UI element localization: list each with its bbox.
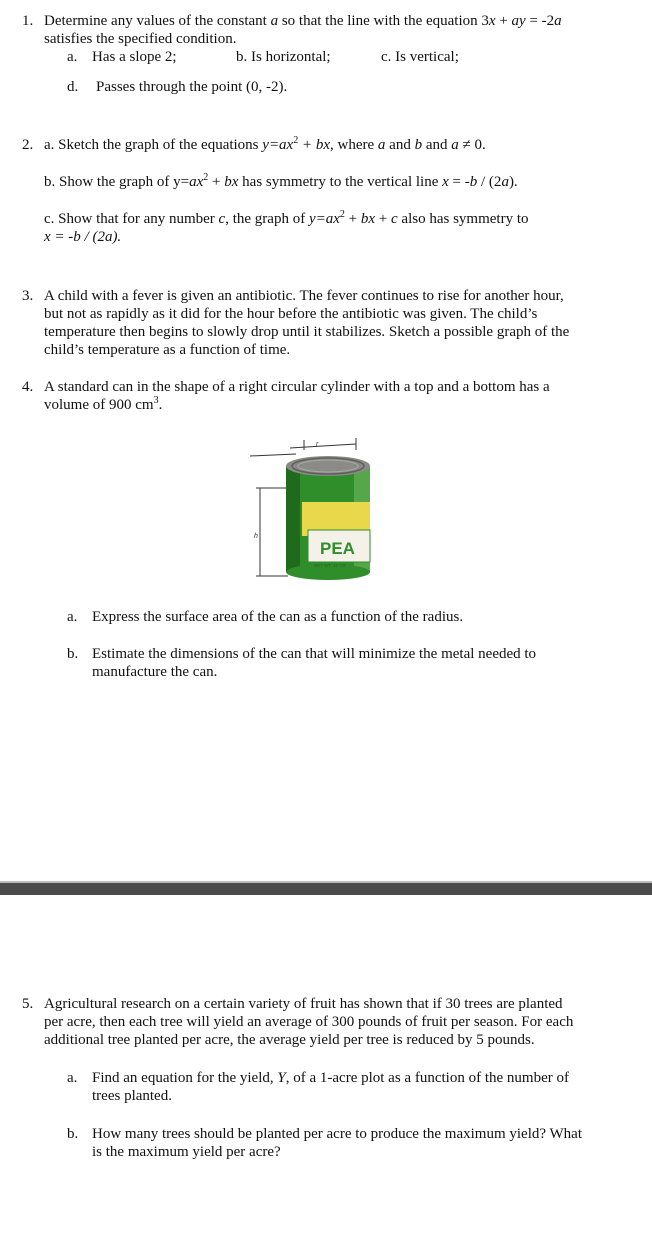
part-label: d. — [67, 79, 79, 95]
question-text-line: satisfies the specified condition. — [44, 31, 237, 47]
can-shade — [286, 466, 300, 572]
exponent: 2 — [293, 135, 299, 146]
part-label: b. — [67, 646, 79, 662]
question-text-line: Agricultural research on a certain variety of fruit has shown that if 30 trees are planted — [44, 996, 563, 1012]
question-number: 1. — [22, 13, 34, 29]
question-text-line: child’s temperature as a function of time. — [44, 342, 291, 358]
text-run: + — [344, 211, 361, 227]
text-run: volume of 900 cm — [44, 397, 154, 413]
part-text — [92, 1069, 569, 1087]
variable: Y — [277, 1070, 286, 1086]
text-run: + — [375, 211, 391, 227]
part-label: b. — [67, 1126, 79, 1142]
question-number: 3. — [22, 288, 34, 304]
radius-dimension-line — [290, 444, 356, 448]
can-top — [286, 456, 370, 476]
text-run: has symmetry to the vertical line — [238, 174, 443, 190]
text-run: ). — [508, 174, 518, 190]
question-text-line: additional tree planted per acre, the average yield per tree is reduced by 5 pounds. — [44, 1032, 535, 1048]
question-text-line: A standard can in the shape of a right circular cylinder with a top and a bottom has a — [44, 379, 550, 395]
text-run: = -2 — [525, 13, 555, 29]
question-number: 4. — [22, 379, 34, 395]
text-run: b. Show the graph of y= — [44, 174, 190, 190]
part-text: Passes through the point (0, -2). — [96, 79, 288, 95]
question-text-line — [44, 12, 562, 30]
text-run: also has symmetry to — [397, 211, 529, 227]
variable: c — [218, 211, 226, 227]
part-text: Has a slope 2; — [92, 49, 177, 65]
can-illustration — [244, 436, 374, 582]
part-c-text — [44, 210, 529, 228]
variable: a — [554, 13, 562, 29]
equation: + bx — [298, 137, 330, 153]
variable: ay — [511, 13, 526, 29]
text-run: a. Sketch the graph of the equations — [44, 137, 263, 153]
top-guide-line — [250, 454, 296, 456]
equation: ax — [189, 174, 204, 190]
variable: a — [377, 137, 386, 153]
question-number: 5. — [22, 996, 34, 1012]
variable: x — [442, 174, 449, 190]
part-text: Estimate the dimensions of the can that will minimize the metal needed to — [92, 646, 537, 662]
text-run: ≠ 0. — [458, 137, 486, 153]
question-number: 2. — [22, 137, 34, 153]
part-label: a. — [67, 1070, 78, 1086]
variable: b — [469, 174, 478, 190]
text-run: so that the line with the equation 3 — [278, 13, 489, 29]
text-run: = - — [448, 174, 470, 190]
part-b-text — [44, 173, 518, 191]
variable: c — [391, 211, 398, 227]
exponent: 2 — [339, 209, 345, 220]
part-c-text-line2: x = -b / (2a). — [44, 229, 122, 245]
part-text: How many trees should be planted per acre to produce the maximum yield? What — [92, 1126, 582, 1142]
text-run: , where — [330, 137, 378, 153]
part-text: c. Is vertical; — [381, 49, 459, 65]
text-run: , of a 1-acre plot as a function of the number of — [285, 1070, 569, 1086]
part-text: trees planted. — [92, 1088, 172, 1104]
part-text: manufacture the can. — [92, 664, 218, 680]
variable: a — [501, 174, 509, 190]
part-label: a. — [67, 609, 78, 625]
text-run: , the graph of — [225, 211, 309, 227]
text-run: + — [208, 174, 225, 190]
text-run: Determine any values of the constant — [44, 13, 271, 29]
text-run: c. Show that for any number — [44, 211, 219, 227]
part-text: is the maximum yield per acre? — [92, 1144, 281, 1160]
text-run: and — [422, 137, 452, 153]
exponent: 3 — [153, 395, 159, 406]
variable: a — [270, 13, 279, 29]
equation: y=ax — [262, 137, 294, 153]
variable: b — [414, 137, 423, 153]
part-a-text — [44, 136, 486, 154]
question-text-line: per acre, then each tree will yield an average of 300 pounds of fruit per season. For each — [44, 1014, 574, 1030]
equation: y=ax — [308, 211, 340, 227]
text-run: and — [385, 137, 415, 153]
can-brand-text: PEA — [320, 539, 355, 558]
text-run: Find an equation for the yield, — [92, 1070, 278, 1086]
text-run: + — [495, 13, 512, 29]
question-text-line: but not as rapidly as it did for the hour before the antibiotic was given. The child’s — [44, 306, 538, 322]
part-text: b. Is horizontal; — [236, 49, 331, 65]
height-label: h — [254, 533, 258, 540]
variable: x — [488, 13, 496, 29]
variable: a — [451, 137, 459, 153]
question-text-line: A child with a fever is given an antibiotic. The fever continues to rise for another hour, — [44, 288, 564, 304]
text-run: / (2 — [477, 174, 502, 190]
part-text: Express the surface area of the can as a function of the radius. — [92, 609, 464, 625]
page-separator — [0, 883, 652, 895]
question-text-line — [44, 396, 162, 414]
radius-label: r — [316, 441, 319, 448]
can-net-weight: NET WT. 12 OZ — [314, 563, 346, 568]
question-text-line: temperature then begins to slowly drop until it stabilizes. Sketch a possible graph of the — [44, 324, 570, 340]
text-run: . — [158, 397, 163, 413]
part-label: a. — [67, 49, 78, 65]
exponent: 2 — [203, 172, 209, 183]
equation: bx — [360, 211, 376, 227]
equation: bx — [224, 174, 239, 190]
